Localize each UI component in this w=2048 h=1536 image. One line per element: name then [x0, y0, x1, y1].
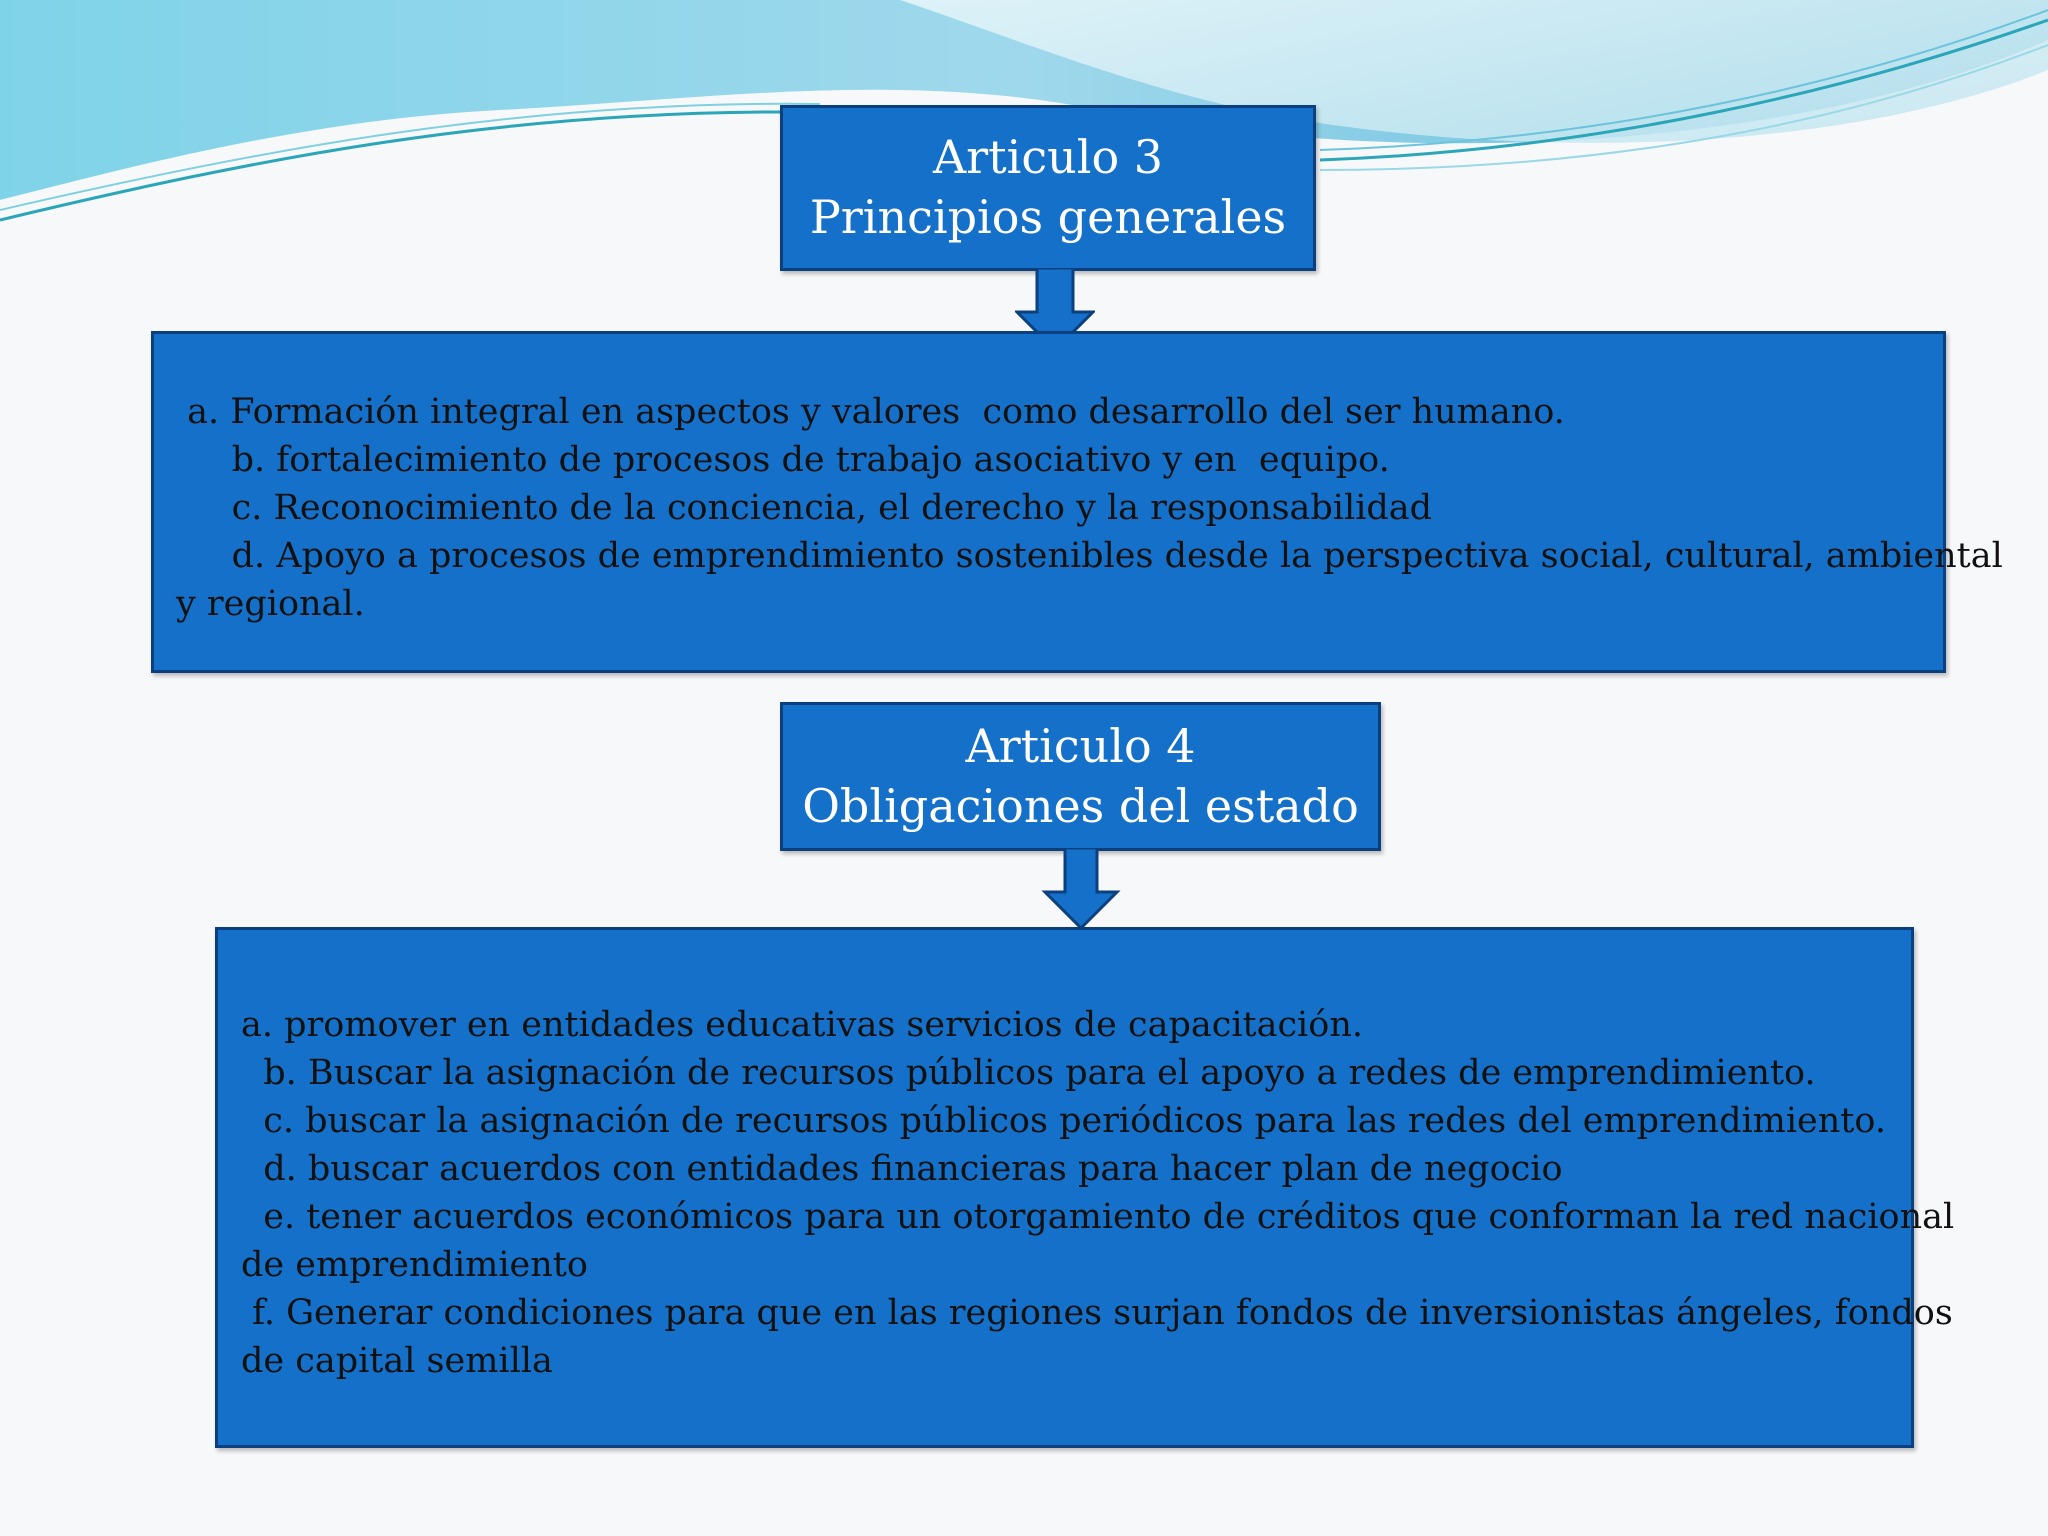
down-arrow-icon: [1041, 848, 1121, 930]
list-item: a. promover en entidades educativas servicios de capacitación.: [241, 1005, 1363, 1045]
list-item: d. buscar acuerdos con entidades financieras para hacer plan de negocio: [241, 1149, 1563, 1189]
article4-obligations-box: [215, 927, 1955, 1448]
list-item: de capital semilla: [241, 1341, 553, 1381]
article4-title-line1: Articulo 4: [965, 718, 1196, 773]
article4-title-box: [780, 702, 1381, 851]
article3-title-line1: Articulo 3: [932, 130, 1164, 185]
article3-title-line2: Principios generales: [809, 190, 1287, 244]
list-item: f. Generar condiciones para que en las regiones surjan fondos de inversionistas ángeles, fondos: [241, 1293, 1953, 1333]
article3-principles-box: [151, 331, 2003, 673]
list-item: y regional.: [176, 584, 365, 624]
list-item: de emprendimiento: [241, 1245, 588, 1285]
list-item: a. Formación integral en aspectos y valores como desarrollo del ser humano.: [176, 392, 1565, 432]
list-item: b. Buscar la asignación de recursos públicos para el apoyo a redes de emprendimiento.: [241, 1053, 1816, 1093]
list-item: b. fortalecimiento de procesos de trabajo asociativo y en equipo.: [176, 440, 1390, 480]
list-item: e. tener acuerdos económicos para un otorgamiento de créditos que conforman la red nacional: [241, 1197, 1955, 1237]
article4-title-line2: Obligaciones del estado: [802, 778, 1359, 833]
list-item: c. Reconocimiento de la conciencia, el derecho y la responsabilidad: [176, 488, 1433, 528]
list-item: d. Apoyo a procesos de emprendimiento sostenibles desde la perspectiva social, cultural, ambiental: [176, 536, 2003, 576]
article3-title-box: [780, 105, 1316, 271]
list-item: c. buscar la asignación de recursos públicos periódicos para las redes del emprendimiento.: [241, 1101, 1886, 1141]
